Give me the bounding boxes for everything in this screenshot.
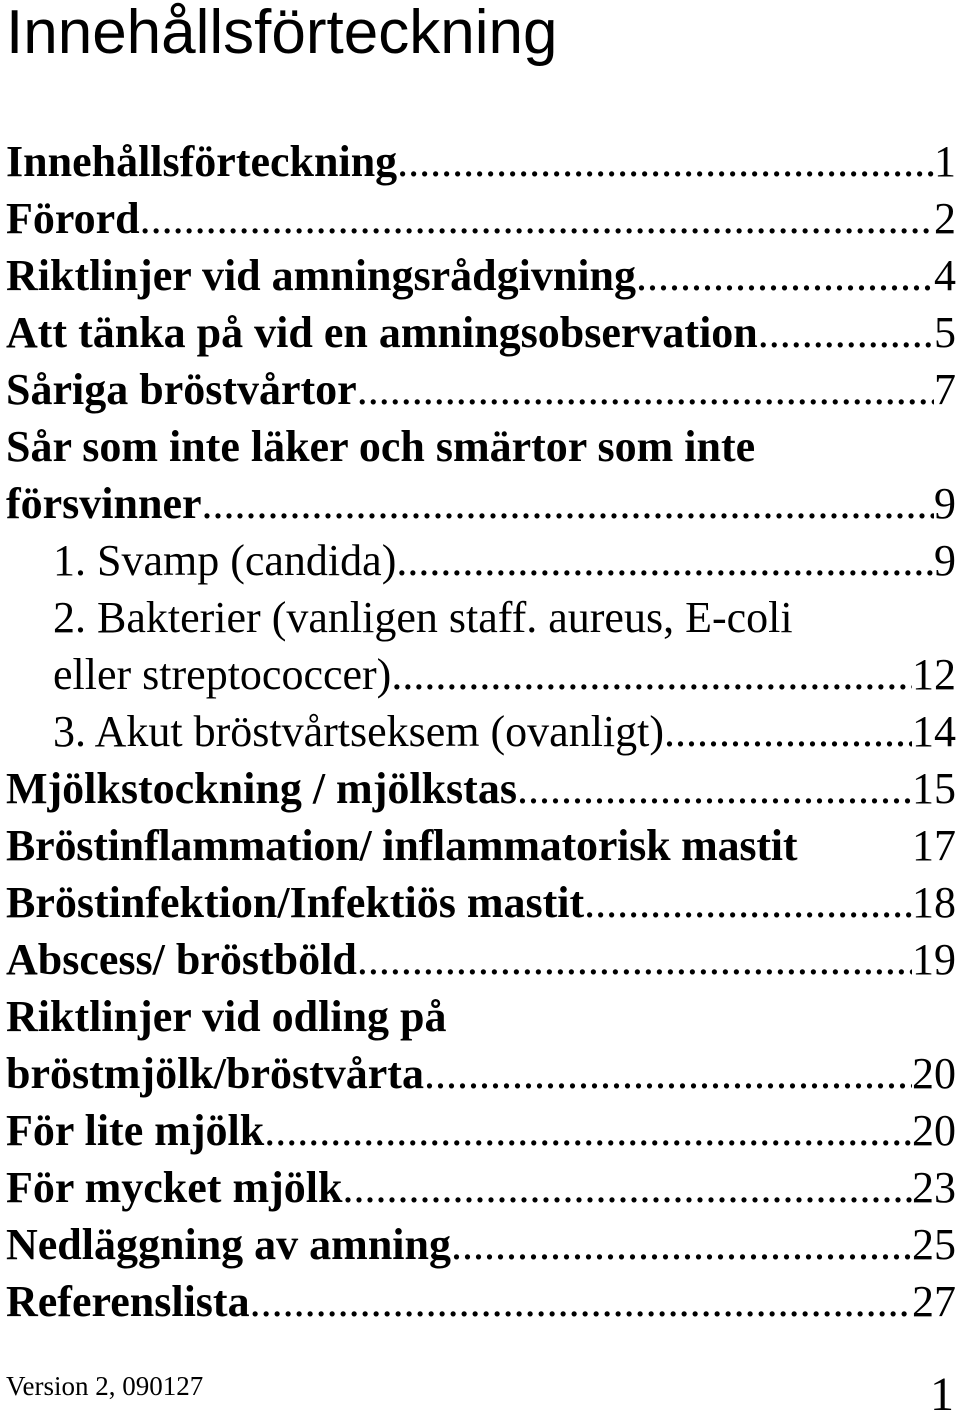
dot-leader [264, 1102, 912, 1159]
dot-leader [451, 1216, 912, 1273]
toc-entry-page: 5 [934, 308, 956, 357]
toc-entry[interactable] [6, 1273, 956, 1330]
toc-entry-page: 18 [912, 878, 956, 927]
toc-entry-page: 9 [934, 536, 956, 585]
toc-entry-title: För mycket mjölk [6, 1163, 343, 1212]
toc-entry[interactable] [6, 1216, 956, 1273]
toc-entry-continued[interactable] [6, 418, 956, 475]
toc-entry[interactable] [6, 1045, 956, 1102]
toc-entry-title: eller streptococcer) [53, 650, 392, 699]
version-label: Version 2, 090127 [6, 1371, 204, 1401]
toc-entry-title: Innehållsförteckning [6, 137, 398, 186]
toc-entry-page: 15 [912, 764, 956, 813]
toc-entry-title: 1. Svamp (candida) [53, 536, 397, 585]
toc-entry[interactable] [6, 931, 956, 988]
toc-entry[interactable] [6, 133, 956, 190]
dot-leader [202, 475, 934, 532]
page-number: 1 [930, 1368, 954, 1421]
toc-entry-title: 3. Akut bröstvårtseksem (ovanligt) [53, 707, 665, 756]
dot-leader [342, 1159, 912, 1216]
toc-entry[interactable] [6, 1159, 956, 1216]
dot-leader [250, 1273, 912, 1330]
toc-entry-title: försvinner [6, 479, 202, 528]
dot-leader [664, 703, 912, 760]
toc-entry[interactable] [6, 874, 956, 931]
toc-entry-title: Abscess/ bröstböld [6, 935, 357, 984]
toc-entry-page: 23 [912, 1163, 956, 1212]
toc-entry-title: Mjölkstockning / mjölkstas [6, 764, 517, 813]
toc-entry[interactable] [6, 1102, 956, 1159]
toc-entry-title: Sår som inte läker och smärtor som inte [6, 422, 756, 471]
dot-leader [391, 646, 912, 703]
toc-entry-title: Bröstinflammation/ inflammatorisk mastit [6, 821, 798, 870]
toc-entry[interactable] [6, 475, 956, 532]
toc-subentry[interactable] [6, 532, 956, 589]
toc-entry[interactable] [6, 817, 956, 874]
dot-leader [357, 931, 912, 988]
page-title: Innehållsförteckning [6, 0, 558, 67]
toc-entry-title: Riktlinjer vid odling på [6, 992, 447, 1041]
toc-entry-page: 7 [934, 365, 956, 414]
toc-entry-page: 17 [912, 821, 956, 870]
toc-subentry-continued[interactable] [6, 589, 956, 646]
toc-subentry[interactable] [6, 703, 956, 760]
toc-entry-page: 4 [934, 251, 956, 300]
dot-leader [357, 361, 934, 418]
toc-entry[interactable] [6, 190, 956, 247]
toc-entry-page: 27 [912, 1277, 956, 1326]
toc-subentry[interactable] [6, 646, 956, 703]
toc-entry-continued[interactable] [6, 988, 956, 1045]
toc-entry-page: 25 [912, 1220, 956, 1269]
dot-leader [636, 247, 934, 304]
dot-leader [424, 1045, 912, 1102]
toc-entry-page: 12 [912, 650, 956, 699]
toc-entry-page: 2 [934, 194, 956, 243]
toc-entry-title: Nedläggning av amning [6, 1220, 451, 1269]
toc-entry-title: Riktlinjer vid amningsrådgivning [6, 251, 636, 300]
toc-entry-title: Att tänka på vid en amningsobservation [6, 308, 758, 357]
toc-entry-page: 20 [912, 1049, 956, 1098]
toc-entry-title: Förord [6, 194, 140, 243]
toc-entry[interactable] [6, 247, 956, 304]
dot-leader [397, 133, 934, 190]
toc-entry-page: 14 [912, 707, 956, 756]
toc-entry-page: 1 [934, 137, 956, 186]
dot-leader [140, 190, 934, 247]
toc-entry-page: 19 [912, 935, 956, 984]
toc-entry-page: 20 [912, 1106, 956, 1155]
table-of-contents [6, 133, 956, 1330]
toc-entry-title: Såriga bröstvårtor [6, 365, 357, 414]
dot-leader [517, 760, 912, 817]
toc-entry[interactable] [6, 304, 956, 361]
toc-entry-title: Bröstinfektion/Infektiös mastit [6, 878, 585, 927]
toc-entry[interactable] [6, 760, 956, 817]
toc-entry-title: bröstmjölk/bröstvårta [6, 1049, 424, 1098]
toc-entry-page: 9 [934, 479, 956, 528]
dot-leader [584, 874, 912, 931]
toc-entry[interactable] [6, 361, 956, 418]
toc-entry-title: Referenslista [6, 1277, 250, 1326]
dot-leader [396, 532, 934, 589]
toc-entry-title: 2. Bakterier (vanligen staff. aureus, E-coli [53, 593, 793, 642]
dot-leader [758, 304, 934, 361]
toc-entry-title: För lite mjölk [6, 1106, 265, 1155]
